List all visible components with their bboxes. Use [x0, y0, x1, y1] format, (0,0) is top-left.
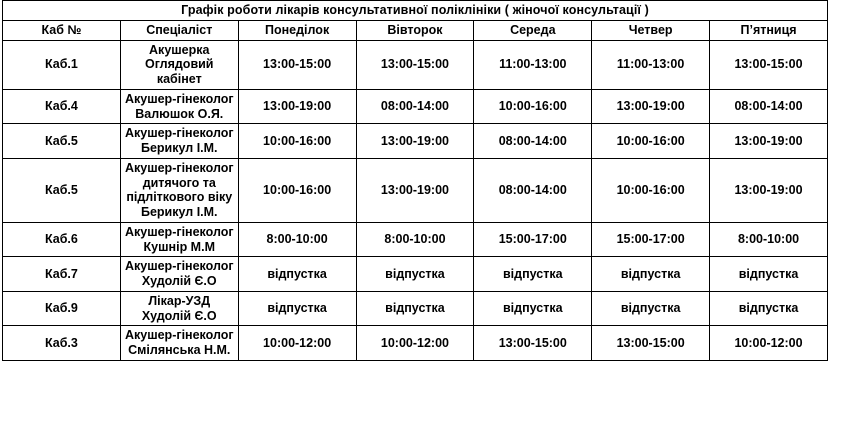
row-friday: 13:00-19:00: [710, 124, 828, 159]
specialist-line: Акушер-гінеколог: [124, 126, 234, 141]
column-header-friday: П’ятниця: [710, 20, 828, 40]
column-header-wednesday: Середа: [474, 20, 592, 40]
row-specialist: [120, 326, 238, 361]
specialist-line: Берикул І.М.: [140, 141, 218, 155]
table-row: [3, 222, 828, 257]
specialist-line: Акушер-гінеколог: [124, 91, 234, 106]
row-wednesday: 11:00-13:00: [474, 40, 592, 89]
table-row: [3, 124, 828, 159]
row-room: Каб.6: [3, 222, 121, 257]
row-friday: 8:00-10:00: [710, 222, 828, 257]
column-header-monday: Понеділок: [238, 20, 356, 40]
row-wednesday: відпустка: [474, 291, 592, 326]
table-row: [3, 257, 828, 292]
row-wednesday: 13:00-15:00: [474, 326, 592, 361]
specialist-line: Валюшок О.Я.: [135, 106, 224, 121]
table-body: [3, 40, 828, 360]
specialist-line: Худолій Є.О: [141, 308, 217, 323]
row-room: Каб.5: [3, 124, 121, 159]
specialist-line: Худолій Є.О: [141, 274, 217, 288]
table-header: [3, 1, 828, 41]
column-header-room: Каб №: [3, 20, 121, 40]
row-room: Каб.4: [3, 89, 121, 124]
row-room: Каб.9: [3, 291, 121, 326]
title-row: [3, 1, 828, 21]
row-tuesday: 13:00-19:00: [356, 158, 474, 222]
row-tuesday: відпустка: [356, 257, 474, 292]
row-tuesday: відпустка: [356, 291, 474, 326]
row-monday: 10:00-16:00: [238, 124, 356, 159]
row-tuesday: 10:00-12:00: [356, 326, 474, 361]
row-specialist: [120, 40, 238, 89]
specialist-line: Смілянська Н.М.: [128, 343, 231, 357]
row-monday: 13:00-19:00: [238, 89, 356, 124]
row-tuesday: 13:00-15:00: [356, 40, 474, 89]
column-header-tuesday: Вівторок: [356, 20, 474, 40]
row-wednesday: 08:00-14:00: [474, 158, 592, 222]
row-wednesday: 15:00-17:00: [474, 222, 592, 257]
row-specialist: [120, 89, 238, 124]
row-friday: 13:00-19:00: [710, 158, 828, 222]
row-specialist: [120, 158, 238, 222]
row-room: Каб.5: [3, 158, 121, 222]
row-monday: відпустка: [238, 291, 356, 326]
row-thursday: 13:00-15:00: [592, 326, 710, 361]
row-tuesday: 08:00-14:00: [356, 89, 474, 124]
row-specialist: [120, 291, 238, 326]
row-room: Каб.1: [3, 40, 121, 89]
row-wednesday: відпустка: [474, 257, 592, 292]
row-thursday: 11:00-13:00: [592, 40, 710, 89]
table-row: [3, 158, 828, 222]
table-row: [3, 291, 828, 326]
row-specialist: [120, 222, 238, 257]
row-thursday: 10:00-16:00: [592, 124, 710, 159]
row-specialist: [120, 257, 238, 292]
specialist-line: Оглядовий кабінет: [145, 57, 214, 86]
specialist-line: Акушер-гінеколог: [124, 328, 234, 343]
row-monday: відпустка: [238, 257, 356, 292]
table-row: [3, 89, 828, 124]
specialist-line: Акушер-гінеколог: [124, 160, 234, 175]
specialist-line: Лікар-УЗД: [148, 293, 211, 308]
row-wednesday: 08:00-14:00: [474, 124, 592, 159]
page-title: Графік роботи лікарів консультативної поліклініки ( жіночої консультації ): [3, 1, 828, 21]
row-monday: 13:00-15:00: [238, 40, 356, 89]
schedule-table: [2, 0, 828, 361]
row-thursday: відпустка: [592, 291, 710, 326]
row-tuesday: 8:00-10:00: [356, 222, 474, 257]
row-room: Каб.3: [3, 326, 121, 361]
specialist-line: підліткового віку: [126, 190, 233, 205]
specialist-line: Акушер-гінеколог: [124, 259, 234, 274]
row-thursday: відпустка: [592, 257, 710, 292]
row-friday: 10:00-12:00: [710, 326, 828, 361]
specialist-line: Акушерка: [149, 42, 210, 57]
column-header-thursday: Четвер: [592, 20, 710, 40]
row-thursday: 10:00-16:00: [592, 158, 710, 222]
row-friday: відпустка: [710, 257, 828, 292]
specialist-line: Кушнір М.М: [143, 239, 215, 254]
specialist-line: дитячого та: [142, 175, 216, 190]
row-monday: 10:00-12:00: [238, 326, 356, 361]
row-tuesday: 13:00-19:00: [356, 124, 474, 159]
specialist-line: Берикул І.М.: [140, 205, 218, 219]
row-room: Каб.7: [3, 257, 121, 292]
row-monday: 10:00-16:00: [238, 158, 356, 222]
row-thursday: 13:00-19:00: [592, 89, 710, 124]
column-header-row: [3, 20, 828, 40]
table-row: [3, 326, 828, 361]
row-friday: відпустка: [710, 291, 828, 326]
specialist-line: Акушер-гінеколог: [124, 224, 234, 239]
row-friday: 13:00-15:00: [710, 40, 828, 89]
table-row: [3, 40, 828, 89]
row-wednesday: 10:00-16:00: [474, 89, 592, 124]
row-thursday: 15:00-17:00: [592, 222, 710, 257]
row-friday: 08:00-14:00: [710, 89, 828, 124]
column-header-specialist: Спеціаліст: [120, 20, 238, 40]
row-monday: 8:00-10:00: [238, 222, 356, 257]
row-specialist: [120, 124, 238, 159]
